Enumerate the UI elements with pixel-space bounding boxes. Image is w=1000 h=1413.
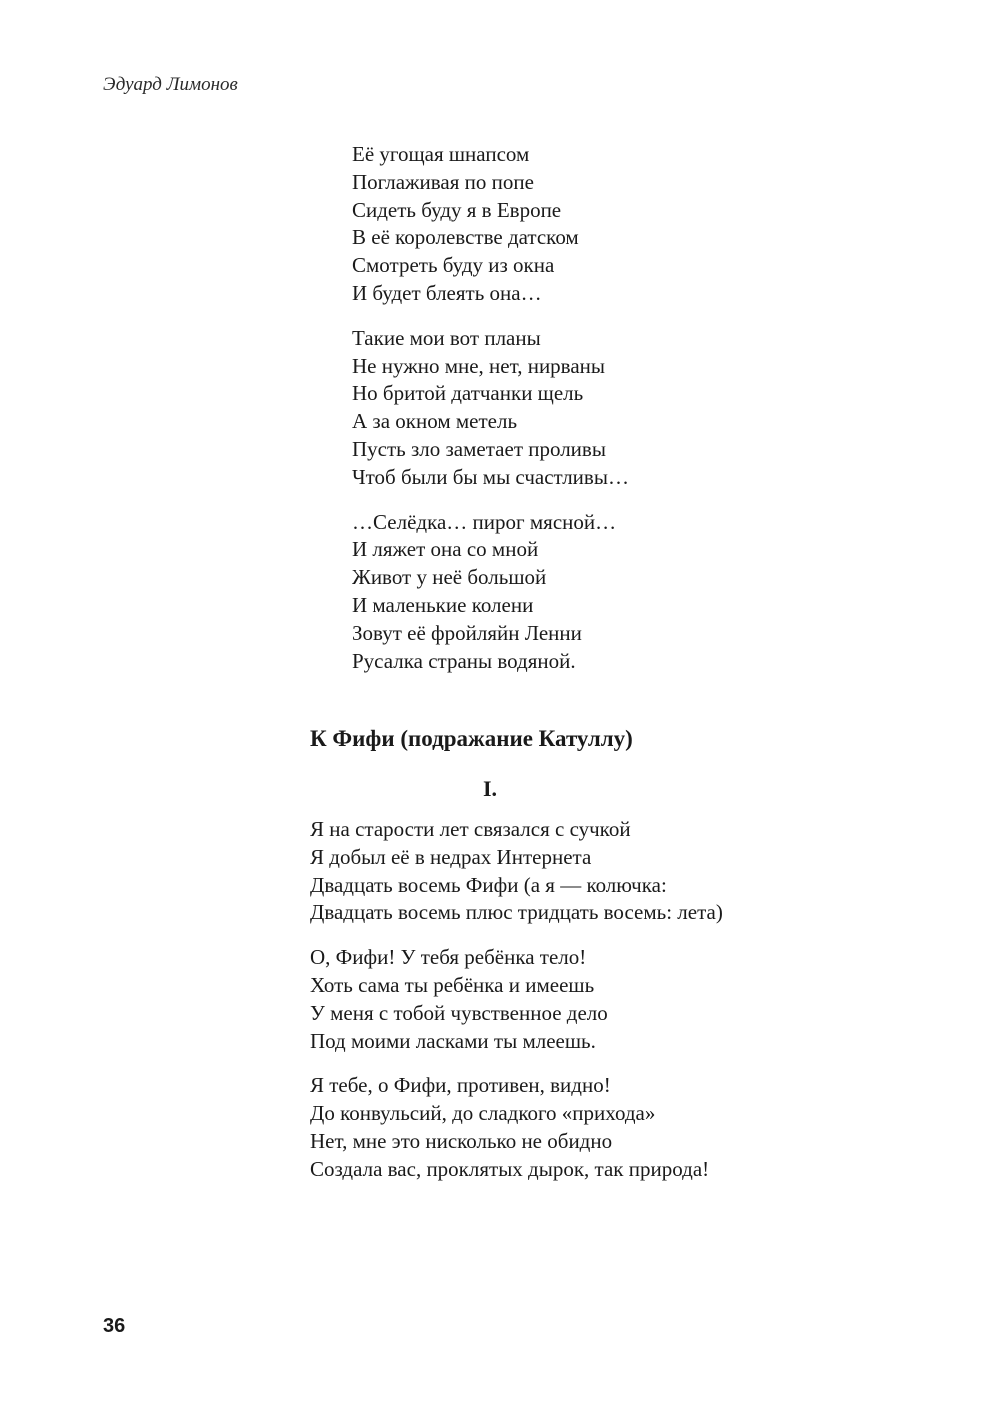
poem-line: Чтоб были бы мы счастливы…: [352, 464, 629, 489]
poem-line: В её королевстве датском: [352, 225, 579, 250]
poem-line: Под моими ласками ты млеешь.: [310, 1028, 596, 1053]
poem-line: О, Фифи! У тебя ребёнка тело!: [310, 945, 587, 970]
poem-line: Я тебе, о Фифи, противен, видно!: [310, 1073, 611, 1098]
stanza: [310, 1072, 723, 1183]
poem-line: Хоть сама ты ребёнка и имеешь: [310, 972, 595, 997]
poem-line: Сидеть буду я в Европе: [352, 197, 562, 222]
poem-line: У меня с тобой чувственное дело: [310, 1000, 608, 1025]
running-header-author: Эдуард Лимонов: [103, 74, 238, 95]
stanza: [352, 141, 629, 308]
poem-line: Поглаживая по попе: [352, 169, 534, 194]
poem-fifi: [310, 816, 723, 1184]
poem-line: Русалка страны водяной.: [352, 648, 576, 673]
poem-line: До конвульсий, до сладкого «прихода»: [310, 1101, 656, 1126]
poem-line: Нет, мне это нисколько не обидно: [310, 1128, 613, 1153]
poem-line: Двадцать восемь Фифи (а я — колючка:: [310, 872, 667, 897]
poem-line: И маленькие колени: [352, 592, 534, 617]
poem-line: И ляжет она со мной: [352, 537, 539, 562]
poem-line: Создала вас, проклятых дырок, так природа!: [310, 1156, 710, 1181]
poem-line: И будет блеять она…: [352, 280, 542, 305]
page-number: 36: [103, 1315, 126, 1337]
poem-line: Смотреть буду из окна: [352, 253, 555, 278]
poem-line: Не нужно мне, нет, нирваны: [352, 353, 605, 378]
poem-line: Живот у неё большой: [352, 565, 547, 590]
poem-line: …Селёдка… пирог мясной…: [352, 509, 617, 534]
poem-line: Я на старости лет связался с сучкой: [310, 817, 631, 841]
poem-line: Но бритой датчанки щель: [352, 381, 584, 406]
poem-line: Я добыл её в недрах Интернета: [310, 844, 592, 869]
stanza: [352, 325, 629, 492]
poem-line: А за окном метель: [352, 409, 518, 434]
poem-continued: [352, 141, 629, 675]
stanza: [310, 944, 723, 1055]
poem-line: Её угощая шнапсом: [352, 142, 530, 166]
stanza: [352, 509, 629, 676]
poem-title: К Фифи (подражание Катуллу): [310, 726, 633, 751]
section-number: I.: [483, 776, 498, 801]
stanza: [310, 816, 723, 927]
poem-line: Зовут её фройляйн Ленни: [352, 620, 582, 645]
poem-line: Пусть зло заметает проливы: [352, 436, 606, 461]
poem-line: Такие мои вот планы: [352, 325, 541, 350]
poem-line: Двадцать восемь плюс тридцать восемь: лета): [310, 900, 723, 925]
